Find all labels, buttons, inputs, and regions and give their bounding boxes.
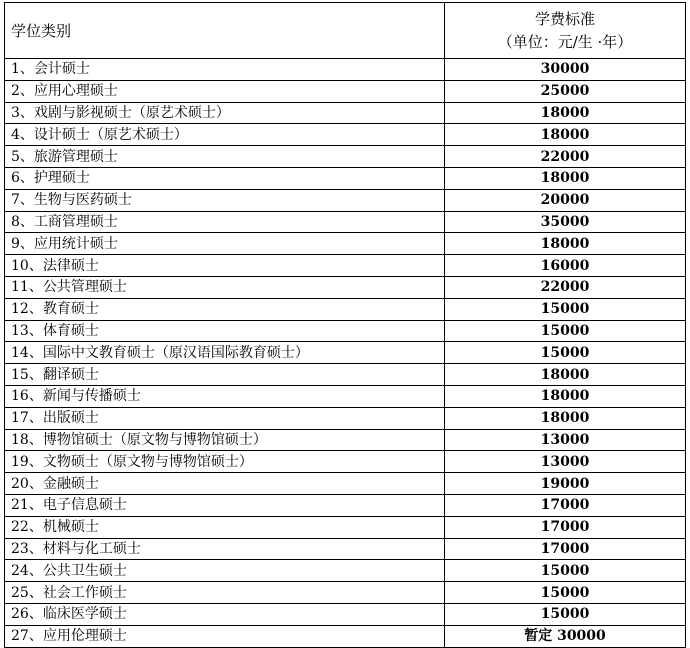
degree-name-cell: 16、新闻与传播硕士 (5, 385, 445, 407)
degree-name-cell: 10、法律硕士 (5, 255, 445, 277)
degree-name-cell: 4、设计硕士（原艺术硕士） (5, 124, 445, 146)
fee-cell: 18000 (445, 385, 686, 407)
header-fee-standard (445, 3, 686, 59)
table-row (5, 385, 686, 407)
table-row (5, 451, 686, 473)
fee-cell: 13000 (445, 451, 686, 473)
fee-cell: 16000 (445, 255, 686, 277)
header-fee-title: 学费标准 (534, 9, 595, 28)
table-row (5, 189, 686, 211)
fee-cell: 22000 (445, 146, 686, 168)
fee-cell: 18000 (445, 102, 686, 124)
fee-cell: 15000 (445, 582, 686, 604)
table-row (5, 473, 686, 495)
table-row (5, 320, 686, 342)
table-row (5, 276, 686, 298)
fee-cell: 15000 (445, 603, 686, 625)
fee-cell: 18000 (445, 407, 686, 429)
degree-name-cell: 12、教育硕士 (5, 298, 445, 320)
degree-name-cell: 11、公共管理硕士 (5, 276, 445, 298)
header-degree-category: 学位类别 (5, 3, 445, 59)
table-row (5, 233, 686, 255)
table-row (5, 59, 686, 81)
fee-cell: 18000 (445, 167, 686, 189)
fee-cell: 15000 (445, 342, 686, 364)
degree-name-cell: 8、工商管理硕士 (5, 211, 445, 233)
degree-name-cell: 9、应用统计硕士 (5, 233, 445, 255)
table-row (5, 255, 686, 277)
degree-name-cell: 19、文物硕士（原文物与博物馆硕士） (5, 451, 445, 473)
degree-name-cell: 1、会计硕士 (5, 59, 445, 81)
degree-name-cell: 22、机械硕士 (5, 516, 445, 538)
degree-name-cell: 18、博物馆硕士（原文物与博物馆硕士） (5, 429, 445, 451)
fee-cell: 15000 (445, 560, 686, 582)
table-row (5, 102, 686, 124)
degree-name-cell: 25、社会工作硕士 (5, 582, 445, 604)
degree-name-cell: 21、电子信息硕士 (5, 494, 445, 516)
degree-name-cell: 2、应用心理硕士 (5, 80, 445, 102)
fee-cell: 30000 (445, 59, 686, 81)
degree-name-cell: 26、临床医学硕士 (5, 603, 445, 625)
fee-cell: 22000 (445, 276, 686, 298)
degree-name-cell: 23、材料与化工硕士 (5, 538, 445, 560)
fee-cell: 15000 (445, 298, 686, 320)
table-row (5, 298, 686, 320)
table-row (5, 603, 686, 625)
table-row (5, 146, 686, 168)
table-row (5, 124, 686, 146)
table-row (5, 211, 686, 233)
fee-cell: 19000 (445, 473, 686, 495)
degree-name-cell: 6、护理硕士 (5, 167, 445, 189)
degree-name-cell: 24、公共卫生硕士 (5, 560, 445, 582)
degree-name-cell: 15、翻译硕士 (5, 364, 445, 386)
table-row (5, 429, 686, 451)
table-body (5, 59, 686, 648)
fee-cell: 13000 (445, 429, 686, 451)
fee-cell: 15000 (445, 320, 686, 342)
degree-name-cell: 3、戏剧与影视硕士（原艺术硕士） (5, 102, 445, 124)
degree-name-cell: 14、国际中文教育硕士（原汉语国际教育硕士） (5, 342, 445, 364)
table-row (5, 167, 686, 189)
table-header (5, 3, 686, 59)
tuition-fee-table (4, 2, 686, 648)
fee-cell: 35000 (445, 211, 686, 233)
degree-name-cell: 27、应用伦理硕士 (5, 625, 445, 647)
fee-cell: 20000 (445, 189, 686, 211)
degree-name-cell: 17、出版硕士 (5, 407, 445, 429)
table-row (5, 538, 686, 560)
table-row (5, 560, 686, 582)
table-row (5, 516, 686, 538)
fee-cell: 18000 (445, 124, 686, 146)
fee-cell: 17000 (445, 516, 686, 538)
table-row (5, 80, 686, 102)
degree-name-cell: 13、体育硕士 (5, 320, 445, 342)
fee-cell: 17000 (445, 494, 686, 516)
fee-cell: 暂定 30000 (445, 625, 686, 647)
fee-cell: 25000 (445, 80, 686, 102)
table-row (5, 494, 686, 516)
degree-name-cell: 5、旅游管理硕士 (5, 146, 445, 168)
fee-cell: 17000 (445, 538, 686, 560)
table-row (5, 625, 686, 647)
header-row (5, 3, 686, 59)
fee-cell: 18000 (445, 364, 686, 386)
table-row (5, 364, 686, 386)
header-fee-unit: （单位：元/生 ·年） (497, 32, 633, 51)
table-row (5, 342, 686, 364)
degree-name-cell: 7、生物与医药硕士 (5, 189, 445, 211)
table-row (5, 582, 686, 604)
fee-cell: 18000 (445, 233, 686, 255)
degree-name-cell: 20、金融硕士 (5, 473, 445, 495)
table-row (5, 407, 686, 429)
